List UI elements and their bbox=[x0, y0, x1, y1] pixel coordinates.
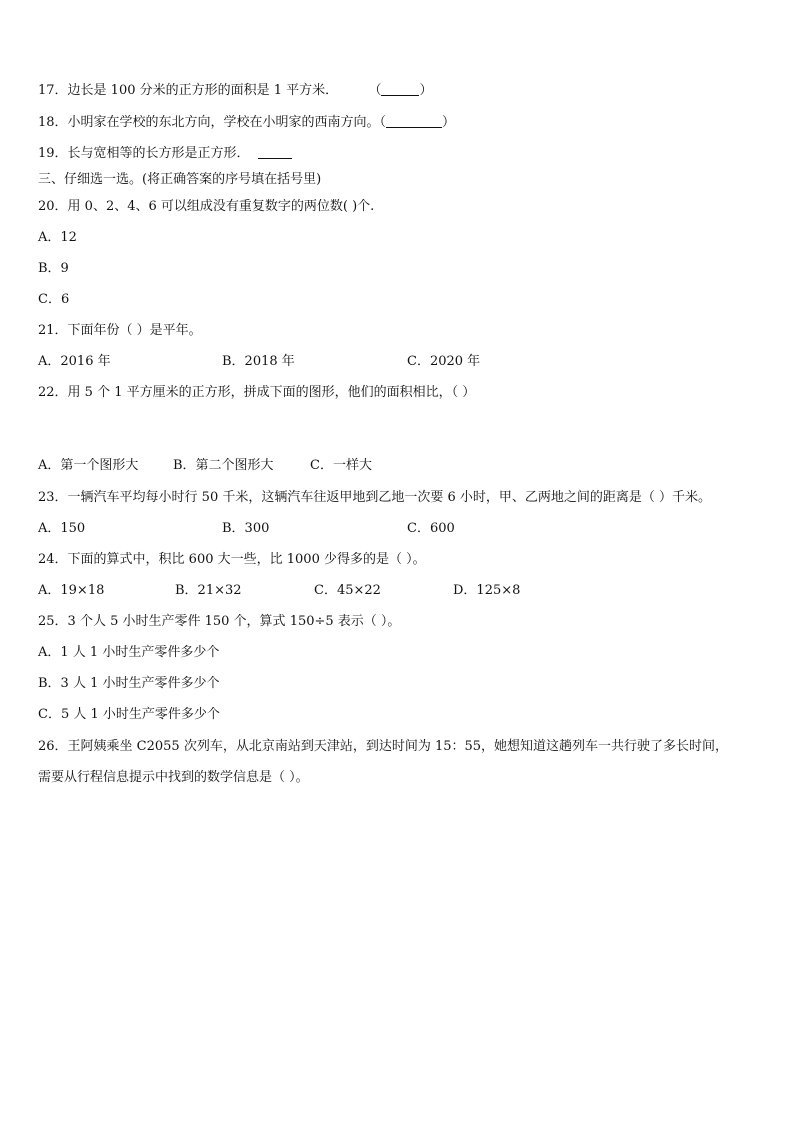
q23-option-a[interactable]: A．150 bbox=[38, 521, 86, 536]
q25-option-c[interactable]: C．5 人 1 小时生产零件多少个 bbox=[38, 707, 220, 722]
q20-option-b[interactable]: B．9 bbox=[38, 261, 69, 276]
question-17-paren-open: （ bbox=[368, 83, 382, 98]
q20-option-c[interactable]: C．6 bbox=[38, 292, 70, 307]
q24-option-d[interactable]: D．125×8 bbox=[453, 583, 521, 598]
question-17 bbox=[38, 83, 432, 99]
q20-option-a[interactable]: A．12 bbox=[38, 230, 77, 245]
q21-option-b[interactable]: B．2018 年 bbox=[222, 354, 295, 369]
q21-option-c[interactable]: C．2020 年 bbox=[407, 354, 481, 369]
q24-option-c[interactable]: C．45×22 bbox=[314, 583, 381, 598]
q24-option-b[interactable]: B．21×32 bbox=[175, 583, 242, 598]
question-17-text: 17．边长是 100 分米的正方形的面积是 1 平方米． bbox=[38, 83, 339, 98]
question-22-text: 22．用 5 个 1 平方厘米的正方形，拼成下面的图形，他们的面积相比，（ ） bbox=[38, 385, 476, 400]
answer-blank-18[interactable] bbox=[386, 115, 442, 128]
q23-option-c[interactable]: C．600 bbox=[407, 521, 455, 536]
q22-option-a[interactable]: A．第一个图形大 bbox=[38, 458, 139, 473]
q22-option-c[interactable]: C．一样大 bbox=[310, 458, 372, 473]
question-25-text: 25．3 个人 5 小时生产零件 150 个，算式 150÷5 表示（ ）。 bbox=[38, 614, 401, 629]
answer-blank-17[interactable] bbox=[381, 83, 419, 96]
question-23-text: 23．一辆汽车平均每小时行 50 千米，这辆汽车往返甲地到乙地一次要 6 小时，甲、乙两地之间的距离是（ ）千米。 bbox=[38, 490, 712, 505]
answer-blank-19[interactable] bbox=[258, 146, 292, 159]
question-18-text: 18．小明家在学校的东北方向，学校在小明家的西南方向。（ bbox=[38, 115, 387, 130]
q22-option-b[interactable]: B．第二个图形大 bbox=[173, 458, 274, 473]
question-19 bbox=[38, 146, 292, 162]
q25-option-b[interactable]: B．3 人 1 小时生产零件多少个 bbox=[38, 676, 220, 691]
q24-option-a[interactable]: A．19×18 bbox=[38, 583, 105, 598]
question-26-line-1: 26．王阿姨乘坐 C2055 次列车，从北京南站到天津站，到达时间为 15：55，她想知道这趟列车一共行驶了多长时间， bbox=[38, 739, 729, 754]
q23-option-b[interactable]: B．300 bbox=[222, 521, 270, 536]
question-20-text: 20．用 0、2、4、6 可以组成没有重复数字的两位数( )个. bbox=[38, 199, 375, 214]
section-3-heading: 三、仔细选一选。(将正确答案的序号填在括号里) bbox=[38, 172, 322, 187]
q21-option-a[interactable]: A．2016 年 bbox=[38, 354, 111, 369]
question-18 bbox=[38, 115, 455, 131]
question-18-paren-close: ） bbox=[442, 115, 456, 130]
question-24-text: 24．下面的算式中，积比 600 大一些，比 1000 少得多的是（ ）。 bbox=[38, 552, 426, 567]
question-21-text: 21．下面年份（ ）是平年。 bbox=[38, 323, 202, 338]
question-17-paren-close: ） bbox=[419, 83, 433, 98]
q25-option-a[interactable]: A．1 人 1 小时生产零件多少个 bbox=[38, 645, 220, 660]
question-26-line-2: 需要从行程信息提示中找到的数学信息是（ ）。 bbox=[38, 770, 309, 785]
question-19-text: 19．长与宽相等的长方形是正方形． bbox=[38, 146, 250, 161]
